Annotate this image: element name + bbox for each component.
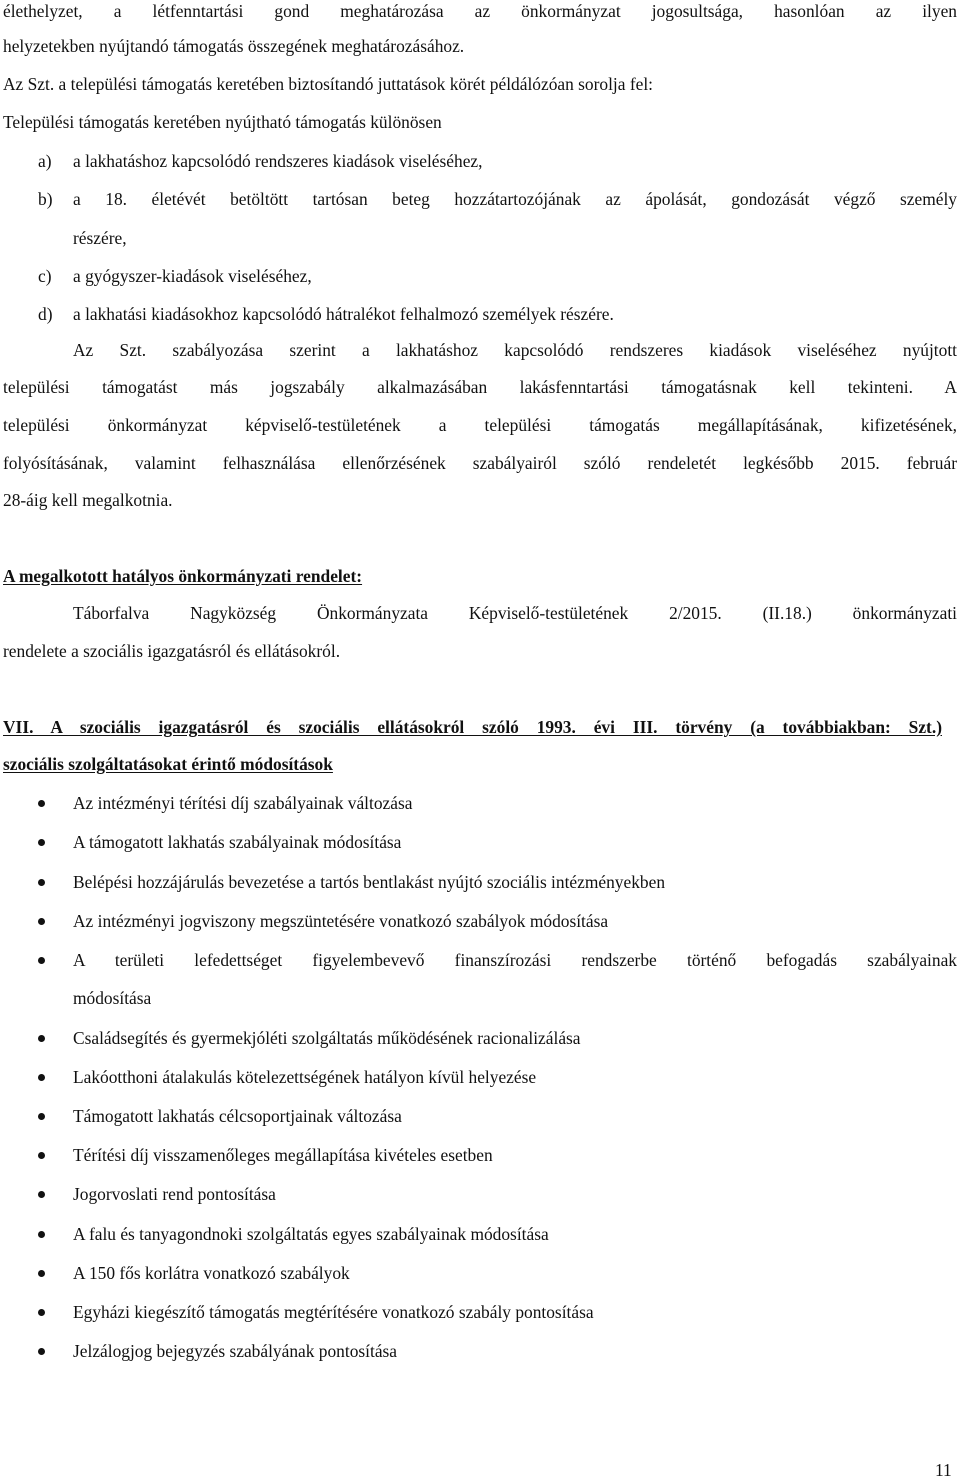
bullet-icon bbox=[38, 1035, 45, 1042]
list-marker: c) bbox=[38, 266, 52, 286]
bullet-icon bbox=[38, 1191, 45, 1198]
list-marker: a) bbox=[38, 151, 52, 171]
bullet-icon bbox=[38, 957, 45, 964]
list-item: A falu és tanyagondnoki szolgáltatás egyes szabályainak módosítása bbox=[73, 1224, 549, 1244]
bullet-icon bbox=[38, 1152, 45, 1159]
paragraph-line: Települési támogatás keretében nyújtható támogatás különösen bbox=[3, 112, 442, 132]
bullet-icon bbox=[38, 879, 45, 886]
list-item: Lakóotthoni átalakulás kötelezettségének hatályon kívül helyezése bbox=[73, 1067, 537, 1087]
bullet-icon bbox=[38, 1074, 45, 1081]
bullet-icon bbox=[38, 918, 45, 925]
list-item: Az intézményi jogviszony megszüntetésére vonatkozó szabályok módosítása bbox=[73, 911, 609, 931]
list-item: A támogatott lakhatás szabályainak módosítása bbox=[73, 832, 402, 852]
paragraph-line: Az Szt. a települési támogatás keretében biztosítandó juttatások körét példálózóan sorolja fel: bbox=[3, 74, 654, 94]
paragraph-line: Táborfalva Nagyközség Önkormányzata Képviselő-testületének 2/2015. (II.18.) önkormányzati bbox=[73, 603, 957, 623]
paragraph-line: helyzetekben nyújtandó támogatás összegének meghatározásához. bbox=[3, 36, 465, 56]
list-item: Jogorvoslati rend pontosítása bbox=[73, 1184, 276, 1204]
list-marker: d) bbox=[38, 304, 53, 324]
section-heading: VII. A szociális igazgatásról és szociális ellátásokról szóló 1993. évi III. törvény (a továbbiakban: Szt.) bbox=[3, 717, 942, 737]
list-item: Egyházi kiegészítő támogatás megtérítésére vonatkozó szabály pontosítása bbox=[73, 1302, 594, 1322]
list-item: módosítása bbox=[73, 988, 152, 1008]
bullet-icon bbox=[38, 1113, 45, 1120]
list-item: Jelzálogjog bejegyzés szabályának pontosítása bbox=[73, 1341, 398, 1361]
bullet-icon bbox=[38, 1231, 45, 1238]
paragraph-line: települési támogatást más jogszabály alkalmazásában lakásfenntartási támogatásnak kell tekinteni. A bbox=[3, 377, 957, 397]
section-heading: A megalkotott hatályos önkormányzati rendelet: bbox=[3, 566, 363, 586]
paragraph-line: élethelyzet, a létfenntartási gond meghatározása az önkormányzat jogosultsága, hasonlóan az ilyen bbox=[3, 1, 957, 21]
paragraph-line: települési önkormányzat képviselő-testületének a települési támogatás megállapításának, kifizetésének, bbox=[3, 415, 957, 435]
paragraph-line: rendelete a szociális igazgatásról és ellátásokról. bbox=[3, 641, 341, 661]
list-item: Térítési díj visszamenőleges megállapítása kivételes esetben bbox=[73, 1145, 493, 1165]
bullet-icon bbox=[38, 839, 45, 846]
list-item: A területi lefedettséget figyelembevevő finanszírozási rendszerbe történő befogadás szabályainak bbox=[73, 950, 957, 970]
bullet-icon bbox=[38, 800, 45, 807]
list-item: Az intézményi térítési díj szabályainak változása bbox=[73, 793, 413, 813]
list-item-text: a lakhatási kiadásokhoz kapcsolódó hátralékot felhalmozó személyek részére. bbox=[73, 304, 614, 324]
list-item-text: részére, bbox=[73, 228, 127, 248]
list-item-text: a gyógyszer-kiadások viseléséhez, bbox=[73, 266, 312, 286]
list-item: Belépési hozzájárulás bevezetése a tartós bentlakást nyújtó szociális intézményekben bbox=[73, 872, 666, 892]
bullet-icon bbox=[38, 1270, 45, 1277]
paragraph-line: Az Szt. szabályozása szerint a lakhatáshoz kapcsolódó rendszeres kiadások viseléséhez nyújtott bbox=[73, 340, 957, 360]
paragraph-line: folyósításának, valamint felhasználása ellenőrzésének szabályairól szóló rendeletét legkésőbb 2015. február bbox=[3, 453, 957, 473]
paragraph-line: 28-áig kell megalkotnia. bbox=[3, 490, 173, 510]
list-marker: b) bbox=[38, 189, 53, 209]
list-item: Családsegítés és gyermekjóléti szolgáltatás működésének racionalizálása bbox=[73, 1028, 581, 1048]
list-item-text: a lakhatáshoz kapcsolódó rendszeres kiadások viseléséhez, bbox=[73, 151, 483, 171]
list-item-text: a 18. életévét betöltött tartósan beteg hozzátartozójának az ápolását, gondozását végző személy bbox=[73, 189, 957, 209]
section-heading: szociális szolgáltatásokat érintő módosítások bbox=[3, 754, 333, 774]
bullet-icon bbox=[38, 1348, 45, 1355]
bullet-icon bbox=[38, 1309, 45, 1316]
page-number: 11 bbox=[935, 1460, 952, 1480]
list-item: A 150 fős korlátra vonatkozó szabályok bbox=[73, 1263, 350, 1283]
list-item: Támogatott lakhatás célcsoportjainak változása bbox=[73, 1106, 402, 1126]
